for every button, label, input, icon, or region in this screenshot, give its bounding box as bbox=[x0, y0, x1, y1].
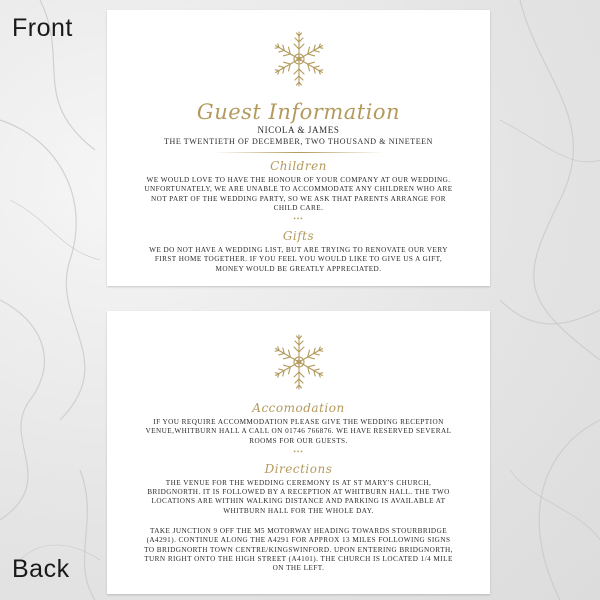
children-heading: Children bbox=[270, 159, 327, 173]
paragraph-gap bbox=[107, 516, 490, 524]
gifts-text: WE DO NOT HAVE A WEDDING LIST, BUT ARE TRYING TO RENOVATE OUR VERY FIRST HOME TOGETHER. IF YOU FEEL YOU WOULD LIKE TO GIVE US A GIFT, MONEY WOULD BE GREATLY APPRECIATED. bbox=[149, 246, 448, 273]
back-label: Back bbox=[12, 555, 70, 583]
card-title: Guest Information bbox=[196, 100, 401, 124]
couple-names: NICOLA & JAMES bbox=[257, 125, 340, 135]
front-label: Front bbox=[12, 14, 73, 42]
gifts-heading: Gifts bbox=[282, 229, 315, 244]
wedding-date: THE TWENTIETH OF DECEMBER, TWO THOUSAND & NINETEEN bbox=[163, 137, 434, 146]
section-divider-dots: ••• bbox=[293, 215, 304, 224]
accommodation-heading: Accomodation bbox=[252, 401, 345, 415]
section-divider-dots: ••• bbox=[293, 447, 304, 456]
directions-heading: Directions bbox=[264, 461, 333, 476]
back-card bbox=[107, 311, 490, 594]
accommodation-text: IF YOU REQUIRE ACCOMMODATION PLEASE GIVE THE WEDDING RECEPTION VENUE,WHITBURN HALL A CALL ON 01746 766876. WE HAVE RESERVED SEVERAL ROOMS FOR OUR GUESTS. bbox=[145, 418, 452, 445]
children-text: WE WOULD LOVE TO HAVE THE HONOUR OF YOUR COMPANY AT OUR WEDDING. UNFORTUNATELY, WE ARE UNABLE TO ACCOMMODATE ANY CHILDREN WHO ARE NOT PART OF THE WEDDING PARTY, SO WE ASK THAT PARENTS ARRANGE FOR CHILD CARE. bbox=[144, 176, 453, 212]
snowflake-icon bbox=[272, 28, 326, 90]
directions-text-route: TAKE JUNCTION 9 OFF THE M5 MOTORWAY HEADING TOWARDS STOURBRIDGE (A4291). CONTINUE ALONG THE A4291 FOR APPROX 13 MILES FOLLOWING SIGNS TO BRIDGNORTH TOWN CENTRE/KINGSWINFORD. UPON ENTERING BRIDGNORTH, TURN RIGHT ONTO THE HIGH STREET (A4101). THE CHURCH IS LOCATED 1/4 MILE ON THE LEFT. bbox=[144, 527, 453, 573]
snowflake-icon bbox=[272, 331, 326, 393]
gold-divider-line bbox=[214, 152, 384, 153]
directions-text-venue: THE VENUE FOR THE WEDDING CEREMONY IS AT ST MARY'S CHURCH, BRIDGNORTH. IT IS FOLLOWED BY A RECEPTION AT WHITBURN HALL. THE TWO LOCATIONS ARE WITHIN WALKING DISTANCE AND PARKING IS AVAILABLE AT WHITBURN HALL FOR THE WHOLE DAY. bbox=[147, 478, 450, 515]
front-card bbox=[107, 10, 490, 286]
